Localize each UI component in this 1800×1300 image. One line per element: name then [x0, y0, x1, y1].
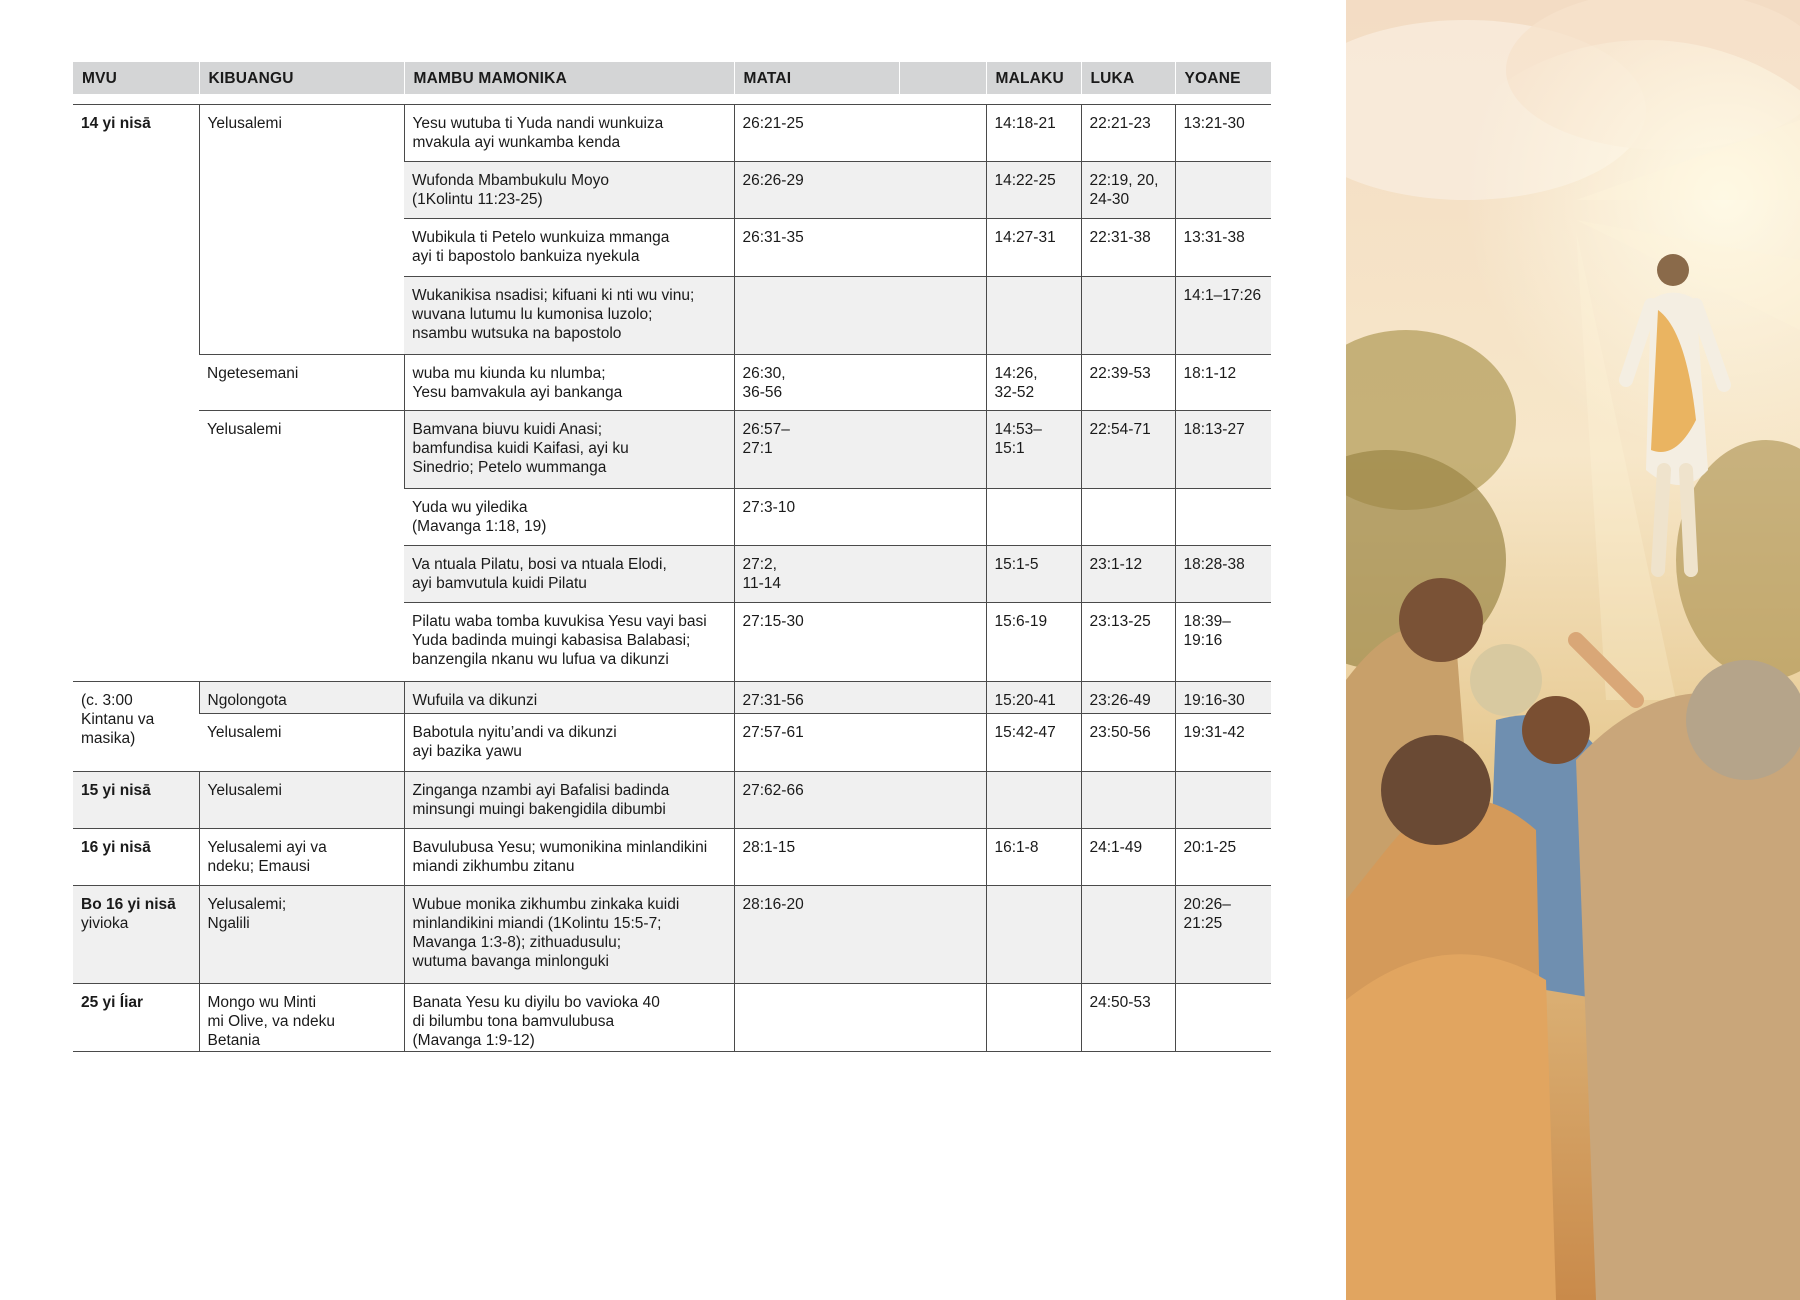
malaku-cell: 14:22-25 [986, 161, 1081, 218]
ascension-illustration [1346, 0, 1800, 1300]
yoane-cell: 13:31-38 [1175, 218, 1271, 276]
header-row [73, 62, 1271, 94]
malaku-cell: 15:42-47 [986, 713, 1081, 771]
day-cell: 16 yi nisā [73, 828, 199, 885]
place-cell: Ngolongota [199, 681, 404, 713]
luka-cell [1081, 885, 1175, 983]
day-cell: 14 yi nisā [73, 104, 199, 681]
matai-cell: 27:3-10 [734, 488, 986, 545]
header-malaku: MALAKU [986, 62, 1081, 94]
matai-cell: 27:2, 11-14 [734, 545, 986, 602]
matai-cell: 26:26-29 [734, 161, 986, 218]
luka-cell: 23:50-56 [1081, 713, 1175, 771]
header-matai: MATAI [734, 62, 899, 94]
table-body [73, 94, 1271, 1051]
ascension-illustration-icon [1346, 0, 1800, 1300]
yoane-cell [1175, 983, 1271, 1051]
day-cell: 15 yi nisā [73, 771, 199, 828]
luka-cell: 23:13-25 [1081, 602, 1175, 681]
header-event: MAMBU MAMONIKA [404, 62, 734, 94]
malaku-cell [986, 983, 1081, 1051]
yoane-cell: 14:1–17:26 [1175, 276, 1271, 354]
header-place: KIBUANGU [199, 62, 404, 94]
table-header [73, 62, 1271, 94]
malaku-cell [986, 885, 1081, 983]
yoane-cell: 18:13-27 [1175, 410, 1271, 488]
matai-cell: 27:15-30 [734, 602, 986, 681]
event-cell: Banata Yesu ku diyilu bo vavioka 40 di bilumbu tona bamvulubusa (Mavanga 1:9-12) [404, 983, 734, 1051]
luka-cell: 22:54-71 [1081, 410, 1175, 488]
header-luka: LUKA [1081, 62, 1175, 94]
event-cell: Zinganga nzambi ayi Bafalisi badinda minsungi muingi bakengidila dibumbi [404, 771, 734, 828]
malaku-cell [986, 276, 1081, 354]
event-cell: Babotula nyitu’andi va dikunzi ayi bazika yawu [404, 713, 734, 771]
matai-cell: 26:57– 27:1 [734, 410, 986, 488]
matai-cell: 27:57-61 [734, 713, 986, 771]
yoane-cell: 20:1-25 [1175, 828, 1271, 885]
place-cell: Mongo wu Minti mi Olive, va ndeku Betania [199, 983, 404, 1051]
event-cell: Bamvana biuvu kuidi Anasi; bamfundisa kuidi Kaifasi, ayi ku Sinedrio; Petelo wummanga [404, 410, 734, 488]
matai-cell: 28:16-20 [734, 885, 986, 983]
day-cell [73, 885, 199, 983]
place-cell: Yelusalemi [199, 771, 404, 828]
malaku-cell [986, 771, 1081, 828]
table-row [73, 104, 1271, 161]
malaku-cell: 14:18-21 [986, 104, 1081, 161]
matai-cell [734, 983, 986, 1051]
place-cell: Yelusalemi [199, 713, 404, 771]
luka-cell [1081, 771, 1175, 828]
matai-cell: 26:30, 36-56 [734, 354, 986, 410]
chronology-table-area [73, 62, 1271, 1052]
malaku-cell: 15:6-19 [986, 602, 1081, 681]
header-blank [899, 62, 986, 94]
event-cell: Va ntuala Pilatu, bosi va ntuala Elodi, ayi bamvutula kuidi Pilatu [404, 545, 734, 602]
matai-cell: 26:21-25 [734, 104, 986, 161]
luka-cell: 22:19, 20, 24-30 [1081, 161, 1175, 218]
malaku-cell [986, 488, 1081, 545]
luka-cell: 23:1-12 [1081, 545, 1175, 602]
yoane-cell: 13:21-30 [1175, 104, 1271, 161]
luka-cell [1081, 488, 1175, 545]
event-cell: Wubikula ti Petelo wunkuiza mmanga ayi ti bapostolo bankuiza nyekula [404, 218, 734, 276]
yoane-cell: 19:16-30 [1175, 681, 1271, 713]
event-cell: Pilatu waba tomba kuvukisa Yesu vayi basi Yuda badinda muingi kabasisa Balabasi; banzengila nkanu wu lufua va dikunzi [404, 602, 734, 681]
yoane-cell: 19:31-42 [1175, 713, 1271, 771]
place-cell: Yelusalemi [199, 410, 404, 681]
luka-cell: 22:39-53 [1081, 354, 1175, 410]
table-row [73, 885, 1271, 983]
header-spacer [73, 94, 1271, 104]
header-day: MVU [73, 62, 199, 94]
place-cell: Yelusalemi; Ngalili [199, 885, 404, 983]
day-cell: (c. 3:00 Kintanu va masika) [73, 681, 199, 771]
yoane-cell [1175, 488, 1271, 545]
matai-cell: 28:1-15 [734, 828, 986, 885]
luka-cell: 22:31-38 [1081, 218, 1175, 276]
gospel-chronology-table [73, 62, 1271, 1052]
event-cell: Yesu wutuba ti Yuda nandi wunkuiza mvakula ayi wunkamba kenda [404, 104, 734, 161]
luka-cell: 24:50-53 [1081, 983, 1175, 1051]
event-cell: Yuda wu yiledika (Mavanga 1:18, 19) [404, 488, 734, 545]
table-row [73, 681, 1271, 713]
event-cell: wuba mu kiunda ku nlumba; Yesu bamvakula ayi bankanga [404, 354, 734, 410]
place-cell: Ngetesemani [199, 354, 404, 410]
table-row [73, 983, 1271, 1051]
day-cell-regular: yivioka [81, 914, 129, 932]
yoane-cell: 18:28-38 [1175, 545, 1271, 602]
matai-cell: 27:31-56 [734, 681, 986, 713]
malaku-cell: 14:53– 15:1 [986, 410, 1081, 488]
malaku-cell: 14:27-31 [986, 218, 1081, 276]
table-row [73, 410, 1271, 488]
malaku-cell: 15:20-41 [986, 681, 1081, 713]
place-cell: Yelusalemi ayi va ndeku; Emausi [199, 828, 404, 885]
matai-cell [734, 276, 986, 354]
header-yoane: YOANE [1175, 62, 1271, 94]
event-cell: Wukanikisa nsadisi; kifuani ki nti wu vinu; wuvana lutumu lu kumonisa luzolo; nsambu wutsuka na bapostolo [404, 276, 734, 354]
yoane-cell: 18:1-12 [1175, 354, 1271, 410]
malaku-cell: 14:26, 32-52 [986, 354, 1081, 410]
yoane-cell [1175, 161, 1271, 218]
luka-cell [1081, 276, 1175, 354]
yoane-cell [1175, 771, 1271, 828]
luka-cell: 23:26-49 [1081, 681, 1175, 713]
event-cell: Wubue monika zikhumbu zinkaka kuidi minlandikini miandi (1Kolintu 15:5-7; Mavanga 1:3-8); zithuadusulu; wutuma bavanga minlonguki [404, 885, 734, 983]
event-cell: Wufuila va dikunzi [404, 681, 734, 713]
matai-cell: 27:62-66 [734, 771, 986, 828]
table-row [73, 771, 1271, 828]
table-row [73, 828, 1271, 885]
day-cell: 25 yi Íiar [73, 983, 199, 1051]
table-row [73, 713, 1271, 771]
malaku-cell: 15:1-5 [986, 545, 1081, 602]
luka-cell: 24:1-49 [1081, 828, 1175, 885]
matai-cell: 26:31-35 [734, 218, 986, 276]
yoane-cell: 18:39– 19:16 [1175, 602, 1271, 681]
event-cell: Wufonda Mbambukulu Moyo (1Kolintu 11:23-25) [404, 161, 734, 218]
yoane-cell: 20:26– 21:25 [1175, 885, 1271, 983]
day-cell-bold: Bo 16 yi nisā [81, 895, 176, 913]
luka-cell: 22:21-23 [1081, 104, 1175, 161]
malaku-cell: 16:1-8 [986, 828, 1081, 885]
table-row [73, 354, 1271, 410]
place-cell: Yelusalemi [199, 104, 404, 354]
event-cell: Bavulubusa Yesu; wumonikina minlandikini miandi zikhumbu zitanu [404, 828, 734, 885]
